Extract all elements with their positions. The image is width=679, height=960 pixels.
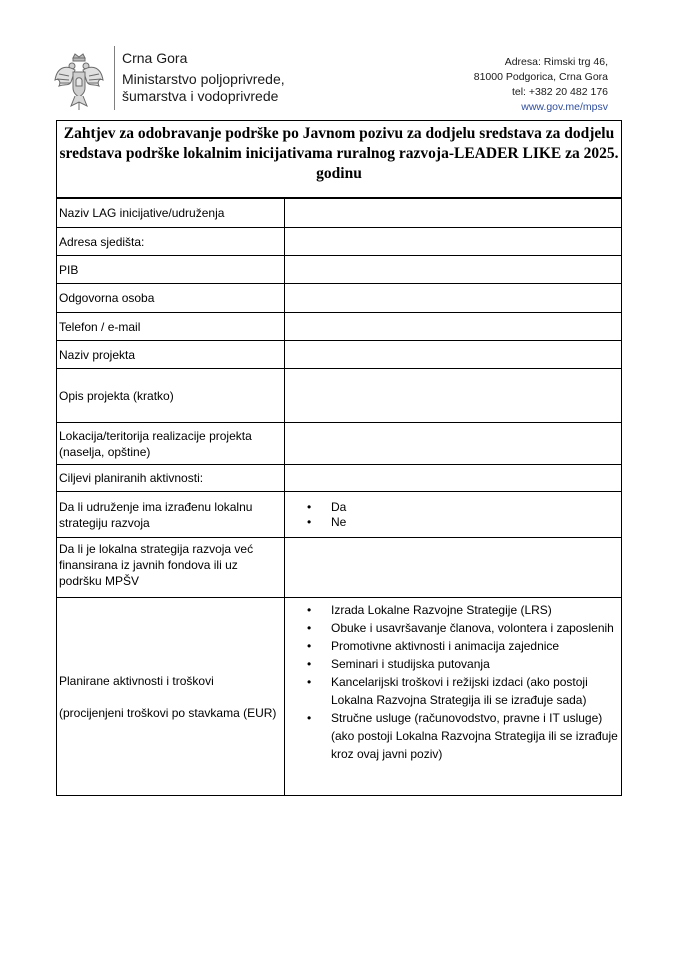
table-row (57, 423, 622, 465)
activity-item[interactable]: • Izrada Lokalne Razvojne Strategije (LRS) (331, 601, 619, 619)
label-goals: Ciljevi planiranih aktivnosti: (57, 465, 285, 492)
table-row (57, 369, 622, 423)
field-project-desc[interactable] (285, 369, 622, 423)
field-location[interactable] (285, 423, 622, 465)
label-responsible: Odgovorna osoba (57, 284, 285, 313)
address-line1: Adresa: Rimski trg 46, (504, 56, 608, 68)
option-da[interactable]: • Da (331, 500, 619, 515)
table-row (57, 538, 622, 598)
option-ne[interactable]: • Ne (331, 515, 619, 530)
table-row (57, 341, 622, 369)
table-row (57, 492, 622, 538)
label-project-name: Naziv projekta (57, 341, 285, 369)
label-activities-cell (57, 598, 285, 796)
label-pib: PIB (57, 256, 285, 284)
activity-item[interactable]: • Stručne usluge (računovodstvo, pravne i IT usluge) (ako postoji Lokalna Razvojna Strategija ili se izrađuje kroz ovaj javni poziv) (331, 709, 619, 763)
label-activities-sub: (procijenjeni troškovi po stavkama (EUR) (59, 705, 277, 720)
field-project-name[interactable] (285, 341, 622, 369)
address-line2: 81000 Podgorica, Crna Gora (473, 71, 608, 83)
form-title: Zahtjev za odobravanje podrške po Javnom pozivu za dodjelu sredstava za dodjelu sredstava podrške lokalnim inicijativama ruralnog razvoja-LEADER LIKE za 2025. godinu (56, 120, 622, 198)
activity-item[interactable]: • Obuke i usavršavanje članova, volontera i zaposlenih (331, 619, 619, 637)
field-goals[interactable] (285, 465, 622, 492)
label-address: Adresa sjedišta: (57, 228, 285, 256)
field-strategy-options (285, 492, 622, 538)
field-address[interactable] (285, 228, 622, 256)
label-project-desc: Opis projekta (kratko) (57, 369, 285, 423)
table-row (57, 228, 622, 256)
website-link[interactable]: www.gov.me/mpsv (521, 101, 608, 113)
label-lag-name: Naziv LAG inicijative/udruženja (57, 199, 285, 228)
activity-item[interactable]: • Kancelarijski troškovi i režijski izdaci (ako postoji Lokalna Razvojna Strategija ili se izrađuje sada) (331, 673, 619, 709)
label-location: Lokacija/teritorija realizacije projekta (naselja, opštine) (57, 423, 285, 465)
field-lag-name[interactable] (285, 199, 622, 228)
label-financed: Da li je lokalna strategija razvoja već finansirana iz javnih fondova ili uz podršku MPŠV (57, 538, 285, 598)
table-row (57, 313, 622, 341)
table-row (57, 598, 622, 796)
label-strategy: Da li udruženje ima izrađenu lokalnu strategiju razvoja (57, 492, 285, 538)
document-header (0, 0, 679, 120)
label-phone-email: Telefon / e-mail (57, 313, 285, 341)
table-row (57, 199, 622, 228)
form-table (56, 198, 622, 796)
org-country: Crna Gora (122, 50, 188, 66)
application-form (56, 120, 622, 796)
organization-name (122, 50, 285, 105)
montenegro-coat-of-arms-icon (53, 52, 105, 112)
table-row (57, 256, 622, 284)
phone-number: tel: +382 20 482 176 (511, 86, 608, 98)
field-pib[interactable] (285, 256, 622, 284)
activity-item[interactable]: • Seminari i studijska putovanja (331, 655, 619, 673)
org-ministry-line1: Ministarstvo poljoprivrede, (122, 71, 285, 87)
table-row (57, 465, 622, 492)
activity-item[interactable]: • Promotivne aktivnosti i animacija zajednice (331, 637, 619, 655)
header-divider (114, 46, 115, 110)
field-phone-email[interactable] (285, 313, 622, 341)
field-responsible[interactable] (285, 284, 622, 313)
field-financed[interactable] (285, 538, 622, 598)
label-activities: Planirane aktivnosti i troškovi (59, 673, 214, 688)
org-ministry-line2: šumarstva i vodoprivrede (122, 88, 279, 104)
contact-info (474, 55, 608, 115)
field-activities (285, 598, 622, 796)
table-row (57, 284, 622, 313)
